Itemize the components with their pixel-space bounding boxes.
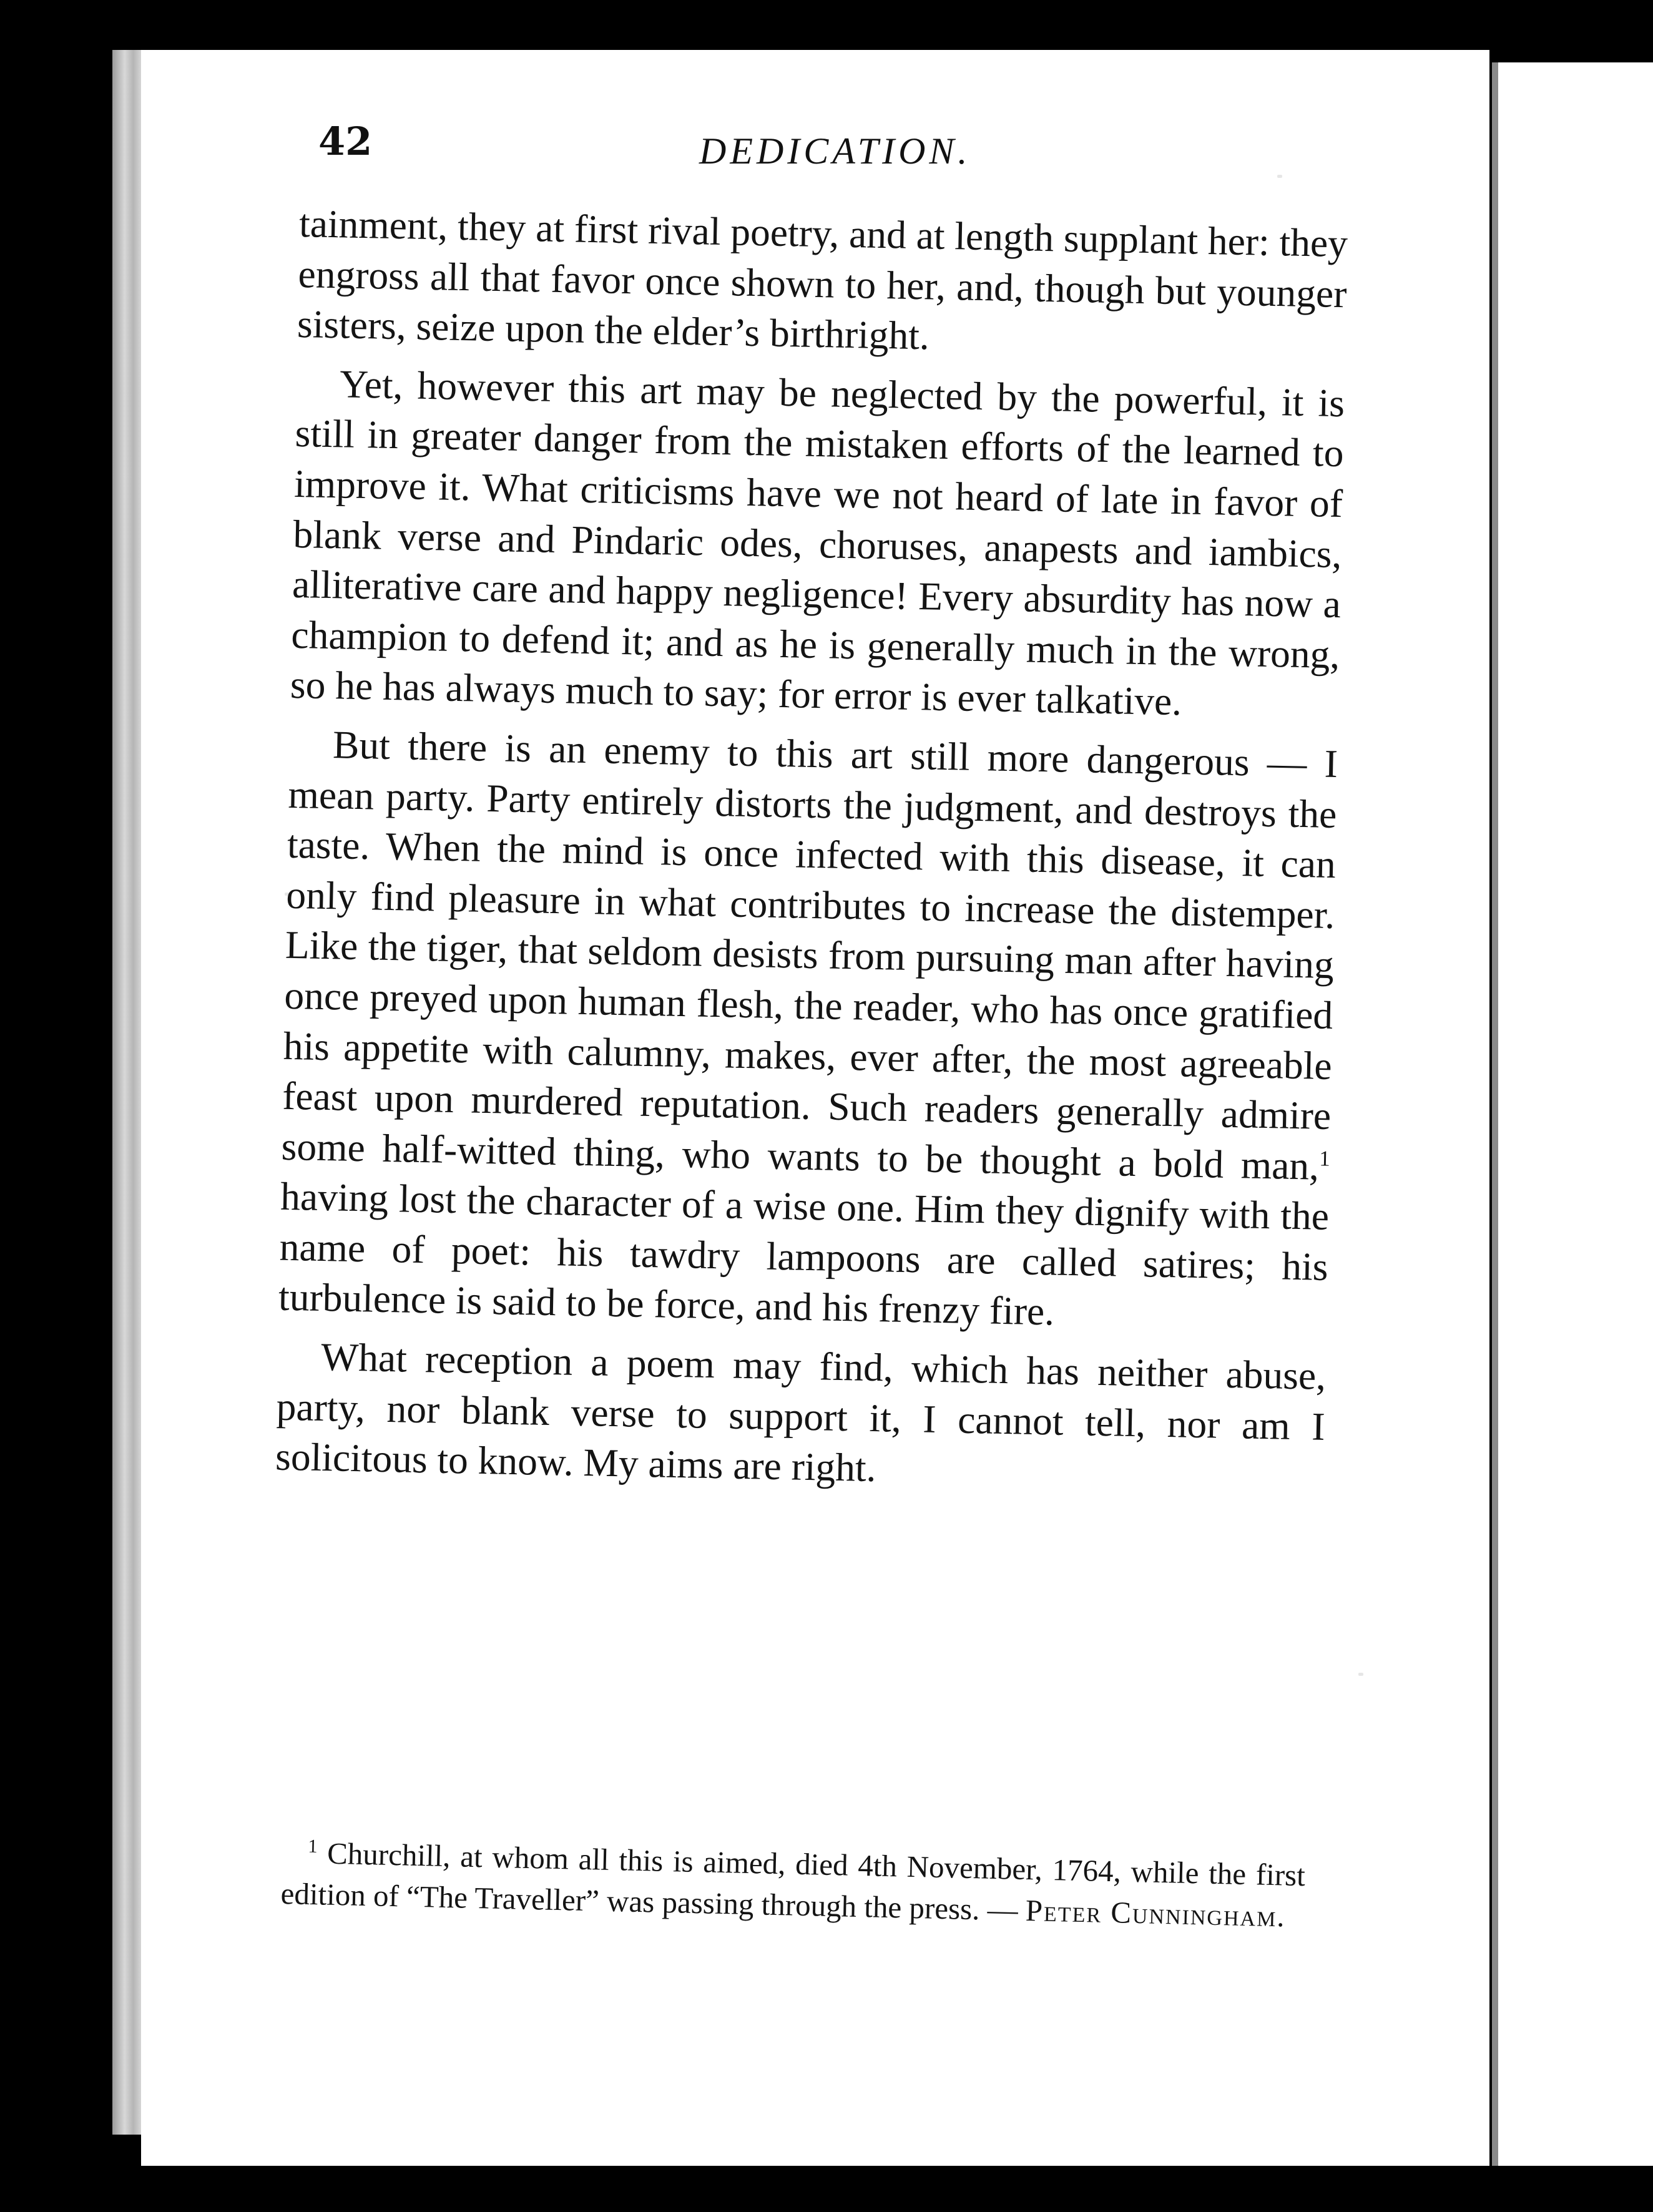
paragraph-1: tainment, they at first rival poetry, and at length supplant her: they engross all that favor once shown to her, and, though but younger sisters, seize upon the elder’s birthright. — [297, 200, 1348, 358]
footnote-text: Churchill, at whom all this is aimed, died 4th November, 1764, while the first edition of “The Traveller” was passing through the press. — — [280, 1836, 1306, 1928]
paragraph-3 — [278, 719, 1338, 1343]
paragraph-2: Yet, however this art may be neglected by the powerful, it is still in greater danger from the mistaken efforts of the learned to improve it. What criticisms have we not heard of late in favor of blank verse and Pindaric odes, choruses, anapests and iambics, alliterative care and happy negligence! Every absurdity has now a champion to defend it; and as he is generally much in the wrong, so he has always much to say; for error is ever talkative. — [290, 361, 1345, 724]
paragraph-4: What reception a poem may find, which has neither abuse, party, nor blank verse to support it, I cannot tell, nor am I solicitous to know. My aims are right. — [275, 1334, 1327, 1490]
footnote-marker: 1 — [308, 1835, 318, 1857]
facing-page-edge — [1492, 62, 1653, 2166]
footnote-reference: 1 — [1318, 1146, 1331, 1171]
footnote-attribution: Peter Cunningham. — [1025, 1893, 1287, 1934]
running-head — [318, 119, 1504, 187]
page-number: 42 — [318, 119, 373, 164]
paragraph-3-part-2: having lost the character of a wise one. Him they dignify with the name of poet: his tawdry lampoons are called satires; his turbulence is said to be force, and his frenzy fire. — [278, 1173, 1330, 1334]
paragraph-3-part-1: But there is an enemy to this art still more dangerous — I mean party. Party entirely distorts the judgment, and destroys the taste. When the mind is once infected with this disease, it can only find pleasure in what contributes to increase the distemper. Like the tiger, that seldom desists from pursuing man after having once preyed upon human flesh, the reader, who has once gratified his appetite with calumny, makes, ever after, the most agreeable feast upon murdered reputation. Such readers generally admire some half-witted thing, who wants to be thought a bold man, — [281, 722, 1338, 1188]
running-title: DEDICATION. — [699, 130, 971, 172]
body-text — [275, 198, 1348, 1502]
